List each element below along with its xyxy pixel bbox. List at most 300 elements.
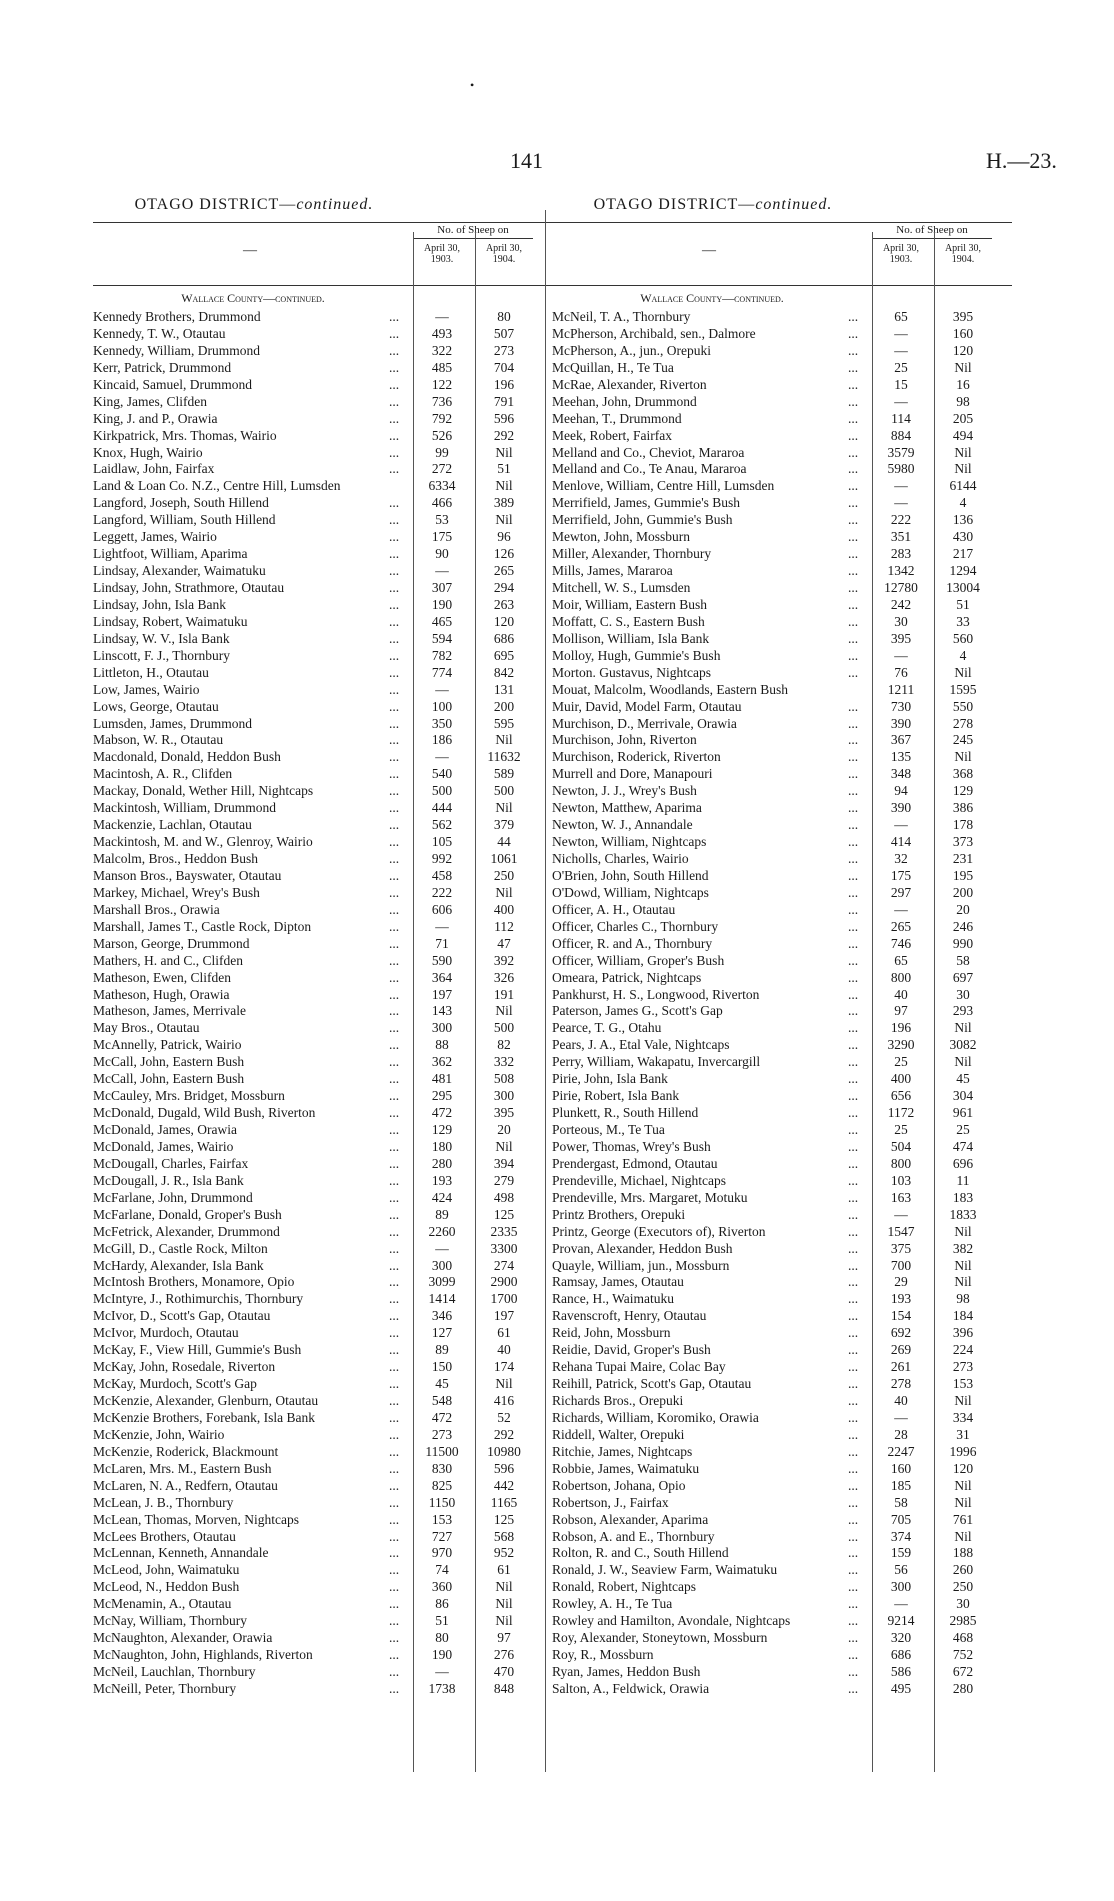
row-leader-dots: ... <box>389 1274 400 1290</box>
sheep-1904: Nil <box>495 884 513 900</box>
table-row <box>93 444 553 461</box>
row-name: Printz, George (Executors of), Riverton <box>552 1223 766 1239</box>
sheep-1904: Nil <box>954 664 972 680</box>
table-row <box>93 1324 553 1341</box>
sheep-1904: Nil <box>495 1376 513 1392</box>
row-leader-dots: ... <box>848 359 859 375</box>
sheep-1904: 1595 <box>949 681 977 697</box>
sheep-1904: 507 <box>493 325 515 341</box>
sheep-1903: 884 <box>890 427 912 443</box>
row-leader-dots: ... <box>389 1528 400 1544</box>
row-leader-dots: ... <box>848 342 859 358</box>
row-name: Lindsay, Robert, Waimatuku <box>93 613 248 629</box>
table-row <box>93 1290 553 1307</box>
sheep-1904: 589 <box>493 766 515 782</box>
table-row <box>552 1358 1012 1375</box>
row-name: Officer, R. and A., Thornbury <box>552 935 713 951</box>
sheep-1903: 272 <box>431 461 453 477</box>
table-row <box>93 1358 553 1375</box>
table-row <box>552 799 1012 816</box>
table-row <box>552 833 1012 850</box>
row-name: Printz Brothers, Orepuki <box>552 1206 686 1222</box>
table-row <box>552 1307 1012 1324</box>
table-row <box>552 630 1012 647</box>
name-column-dash: — <box>702 243 716 258</box>
row-name: Richards Bros., Orepuki <box>552 1393 684 1408</box>
row-name: O'Brien, John, South Hillend <box>552 867 709 883</box>
row-leader-dots: ... <box>848 410 859 426</box>
row-name: Newton, William, Nightcaps <box>552 834 707 850</box>
sheep-1903: 190 <box>431 1647 453 1663</box>
sheep-1904: 560 <box>952 630 974 646</box>
sheep-1903: 493 <box>431 325 453 341</box>
row-leader-dots: ... <box>848 952 859 968</box>
table-row <box>552 460 1012 477</box>
sheep-1904: 20 <box>956 901 970 917</box>
table-row <box>93 1257 553 1274</box>
sheep-1904: 16 <box>956 376 970 392</box>
row-name: Land & Loan Co. N.Z., Centre Hill, Lumsden <box>93 478 341 494</box>
row-name: Murchison, D., Merrivale, Orawia <box>552 715 737 731</box>
row-name: May Bros., Otautau <box>93 1020 200 1036</box>
row-leader-dots: ... <box>389 596 400 612</box>
row-name: Leggett, James, Wairio <box>93 529 217 545</box>
row-name: Littleton, H., Otautau <box>93 664 209 680</box>
row-name: McNeil, Lauchlan, Thornbury <box>93 1664 256 1679</box>
row-leader-dots: ... <box>848 478 859 494</box>
row-leader-dots: ... <box>389 393 400 409</box>
sheep-1904: 373 <box>952 834 974 850</box>
table-row <box>552 901 1012 918</box>
table-row <box>552 731 1012 748</box>
sheep-1903: 1172 <box>887 1105 915 1121</box>
table-row <box>93 969 553 986</box>
row-name: Murrell and Dore, Manapouri <box>552 766 713 782</box>
row-name: Perry, William, Wakapatu, Invercargill <box>552 1054 761 1070</box>
table-row <box>552 952 1012 969</box>
sheep-1904: 260 <box>952 1562 974 1578</box>
sheep-1904: 188 <box>952 1545 974 1561</box>
sheep-1903: — <box>894 393 908 409</box>
row-leader-dots: ... <box>389 1122 400 1137</box>
row-leader-dots: ... <box>848 376 859 392</box>
sheep-1904: 400 <box>493 901 515 917</box>
sheep-1904: Nil <box>954 1494 972 1510</box>
row-leader-dots: ... <box>389 1613 400 1629</box>
row-name: McAnnelly, Patrick, Wairio <box>93 1037 242 1053</box>
sheep-1903: 500 <box>431 783 453 799</box>
row-name: Provan, Alexander, Heddon Bush <box>552 1240 733 1256</box>
row-leader-dots: ... <box>848 630 859 646</box>
sheep-1903: 9214 <box>887 1613 915 1629</box>
sheep-1904: 442 <box>493 1477 515 1493</box>
row-name: Mackintosh, William, Drummond <box>93 800 276 816</box>
row-name: Mills, James, Mararoa <box>552 563 673 579</box>
row-name: Lindsay, W. V., Isla Bank <box>93 630 230 646</box>
sheep-1903: 3099 <box>428 1274 456 1290</box>
table-row <box>93 867 553 884</box>
sheep-1903: 153 <box>431 1511 453 1527</box>
sheep-1903: 150 <box>431 1359 453 1375</box>
row-name: McDougall, J. R., Isla Bank <box>93 1172 244 1188</box>
table-row <box>552 664 1012 681</box>
sheep-1904: 200 <box>493 698 515 714</box>
table-row <box>93 342 553 359</box>
row-name: Molloy, Hugh, Gummie's Bush <box>552 647 721 663</box>
row-name: McKenzie Brothers, Forebank, Isla Bank <box>93 1409 315 1425</box>
sheep-1904: 98 <box>956 1291 970 1307</box>
row-name: Low, James, Wairio <box>93 681 200 697</box>
sheep-1903: 186 <box>431 732 453 748</box>
sheep-1903: 222 <box>890 512 912 528</box>
stray-dot: • <box>470 78 475 92</box>
sheep-1903: 2260 <box>428 1223 456 1239</box>
row-leader-dots: ... <box>848 1409 859 1425</box>
sheep-1904: 6144 <box>949 478 977 494</box>
row-name: Meehan, John, Drummond <box>552 393 697 409</box>
row-leader-dots: ... <box>389 1071 400 1087</box>
sheep-1903: 180 <box>431 1138 453 1154</box>
sheep-1904: 197 <box>493 1308 515 1324</box>
table-row <box>93 579 553 596</box>
row-name: McNaughton, John, Highlands, Riverton <box>93 1647 313 1663</box>
row-name: Mathers, H. and C., Clifden <box>93 952 243 968</box>
row-leader-dots: ... <box>848 732 859 748</box>
row-leader-dots: ... <box>848 1680 859 1696</box>
sheep-1904: 382 <box>952 1240 974 1256</box>
table-row <box>93 596 553 613</box>
table-row <box>552 647 1012 664</box>
row-name: Menlove, William, Centre Hill, Lumsden <box>552 478 775 494</box>
table-row <box>93 1206 553 1223</box>
column-rule <box>475 232 476 1772</box>
sheep-1903: 320 <box>890 1630 912 1646</box>
sheep-1903: 1211 <box>887 681 915 697</box>
column-rule <box>413 232 414 1772</box>
sheep-1904: 183 <box>952 1189 974 1205</box>
row-name: Mouat, Malcolm, Woodlands, Eastern Bush <box>552 681 789 697</box>
table-row <box>552 1240 1012 1257</box>
sheep-1904: 96 <box>497 529 511 545</box>
sheep-1903: 444 <box>431 800 453 816</box>
row-name: Ramsay, James, Otautau <box>552 1274 684 1290</box>
sheep-1903: 727 <box>431 1528 453 1544</box>
sheep-1903: 590 <box>431 952 453 968</box>
sheep-1904: 136 <box>952 512 974 528</box>
table-row <box>552 986 1012 1003</box>
table-row <box>93 1002 553 1019</box>
row-name: Matheson, James, Merrivale <box>93 1003 246 1019</box>
row-name: McQuillan, H., Te Tua <box>552 359 674 375</box>
row-leader-dots: ... <box>848 1460 859 1476</box>
row-name: McKay, F., View Hill, Gummie's Bush <box>93 1342 302 1358</box>
row-leader-dots: ... <box>389 359 400 375</box>
sheep-1904: 278 <box>952 715 974 731</box>
sheep-1904: Nil <box>495 512 513 528</box>
sheep-1904: 126 <box>493 546 515 562</box>
sheep-1904: 334 <box>952 1409 974 1425</box>
row-name: McNaughton, Alexander, Orawia <box>93 1630 273 1646</box>
sheep-1903: 307 <box>431 580 453 595</box>
row-name: Kirkpatrick, Mrs. Thomas, Wairio <box>93 427 277 443</box>
row-leader-dots: ... <box>389 901 400 917</box>
sheep-1904: 294 <box>493 580 515 595</box>
row-leader-dots: ... <box>848 1105 859 1121</box>
sheep-1903: 51 <box>435 1613 449 1629</box>
table-row <box>93 1646 553 1663</box>
sheep-1904: 550 <box>952 698 974 714</box>
sheep-1903: 504 <box>890 1138 912 1154</box>
row-leader-dots: ... <box>389 1443 400 1459</box>
row-leader-dots: ... <box>389 1664 400 1679</box>
sheep-1903: — <box>894 647 908 663</box>
row-name: Langford, William, South Hillend <box>93 512 276 528</box>
sheep-1903: 656 <box>890 1088 912 1104</box>
sheep-1904: 704 <box>493 359 515 375</box>
row-name: McCall, John, Eastern Bush <box>93 1054 245 1070</box>
row-leader-dots: ... <box>848 596 859 612</box>
row-leader-dots: ... <box>389 952 400 968</box>
sheep-1904: 500 <box>493 783 515 799</box>
row-leader-dots: ... <box>848 1003 859 1019</box>
table-row <box>93 1087 553 1104</box>
sheep-1904: 791 <box>493 393 515 409</box>
sheep-1903: — <box>435 563 449 579</box>
row-leader-dots: ... <box>848 884 859 900</box>
row-leader-dots: ... <box>848 1342 859 1358</box>
table-row <box>552 1273 1012 1290</box>
row-name: McLeod, N., Heddon Bush <box>93 1579 240 1595</box>
row-leader-dots: ... <box>389 1596 400 1612</box>
row-leader-dots: ... <box>848 1511 859 1527</box>
table-row <box>552 1290 1012 1307</box>
row-leader-dots: ... <box>389 1308 400 1324</box>
sheep-1904: Nil <box>954 1274 972 1290</box>
sheep-1904: 178 <box>952 817 974 833</box>
row-leader-dots: ... <box>389 1376 400 1392</box>
sheep-1904: 430 <box>952 529 974 545</box>
sheep-1903: 53 <box>435 512 449 528</box>
row-leader-dots: ... <box>389 1393 400 1408</box>
row-leader-dots: ... <box>848 1528 859 1544</box>
row-leader-dots: ... <box>389 410 400 426</box>
table-row <box>552 1104 1012 1121</box>
sheep-1904: 2335 <box>490 1223 518 1239</box>
sheep-1904: 61 <box>497 1562 511 1578</box>
row-name: Lindsay, Alexander, Waimatuku <box>93 563 266 579</box>
table-row <box>93 1460 553 1477</box>
sheep-1903: 364 <box>431 969 453 985</box>
table-row <box>93 1528 553 1545</box>
row-leader-dots: ... <box>389 580 400 595</box>
table-row <box>93 1138 553 1155</box>
sheep-1904: 696 <box>952 1155 974 1171</box>
sheep-1903: 40 <box>894 986 908 1002</box>
sheep-1903: 190 <box>431 596 453 612</box>
sheep-1903: 746 <box>890 935 912 951</box>
sheep-1904: 276 <box>493 1647 515 1663</box>
sheep-1903: 97 <box>894 1003 908 1019</box>
table-row <box>93 1053 553 1070</box>
row-name: Ravenscroft, Henry, Otautau <box>552 1308 707 1324</box>
row-name: Roy, Alexander, Stoneytown, Mossburn <box>552 1630 768 1646</box>
sheep-1903: — <box>894 478 908 494</box>
row-leader-dots: ... <box>389 563 400 579</box>
table-row <box>552 1629 1012 1646</box>
row-name: Mabson, W. R., Otautau <box>93 732 224 748</box>
table-row <box>93 562 553 579</box>
sheep-1903: — <box>894 1596 908 1612</box>
table-row <box>552 1612 1012 1629</box>
sheep-1903: 774 <box>431 664 453 680</box>
table-row <box>93 782 553 799</box>
row-name: Marshall Bros., Orawia <box>93 901 220 917</box>
sheep-1904: 273 <box>952 1359 974 1375</box>
sheep-1903: 540 <box>431 766 453 782</box>
sheep-1904: 40 <box>497 1342 511 1358</box>
sheep-1903: 193 <box>890 1291 912 1307</box>
sheep-1904: 20 <box>497 1122 511 1137</box>
sheep-1903: 90 <box>435 546 449 562</box>
row-name: Salton, A., Feldwick, Orawia <box>552 1680 710 1696</box>
sheep-1903: 1547 <box>887 1223 915 1239</box>
sheep-1904: Nil <box>954 1020 972 1036</box>
sheep-1903: — <box>894 901 908 917</box>
sheep-1904: 568 <box>493 1528 515 1544</box>
sheep-1904: 80 <box>497 309 511 324</box>
sheep-1904: 112 <box>494 918 514 934</box>
row-leader-dots: ... <box>848 935 859 951</box>
table-row <box>93 731 553 748</box>
row-leader-dots: ... <box>389 1037 400 1053</box>
row-leader-dots: ... <box>848 1443 859 1459</box>
sheep-1903: 424 <box>431 1189 453 1205</box>
table-row <box>552 579 1012 596</box>
sheep-1903: — <box>894 495 908 511</box>
row-name: Merrifield, John, Gummie's Bush <box>552 512 733 528</box>
row-name: Rehana Tupai Maire, Colac Bay <box>552 1359 726 1375</box>
row-leader-dots: ... <box>389 969 400 985</box>
table-row <box>552 698 1012 715</box>
row-leader-dots: ... <box>848 1325 859 1341</box>
sheep-1904: 120 <box>493 613 515 629</box>
row-leader-dots: ... <box>848 800 859 816</box>
sheep-1903: 375 <box>890 1240 912 1256</box>
table-row <box>93 901 553 918</box>
table-row <box>93 1341 553 1358</box>
sheep-1904: Nil <box>495 1596 513 1612</box>
sheep-1904: 500 <box>493 1020 515 1036</box>
row-name: Roy, R., Mossburn <box>552 1647 654 1663</box>
row-leader-dots: ... <box>389 1105 400 1121</box>
row-leader-dots: ... <box>389 1477 400 1493</box>
row-leader-dots: ... <box>848 325 859 341</box>
sheep-1903: 548 <box>431 1393 453 1408</box>
table-row <box>93 410 553 427</box>
sheep-1903: 273 <box>431 1426 453 1442</box>
table-row <box>552 393 1012 410</box>
sheep-1903: 2247 <box>887 1443 915 1459</box>
sheep-1903: 88 <box>435 1037 449 1053</box>
sheep-1904: 4 <box>959 647 967 663</box>
sheep-1903: 970 <box>431 1545 453 1561</box>
table-header <box>552 222 1012 286</box>
table-row <box>552 1087 1012 1104</box>
sheep-1904: Nil <box>495 478 513 494</box>
row-leader-dots: ... <box>848 1562 859 1578</box>
table-row <box>552 715 1012 732</box>
sheep-1904: 672 <box>952 1664 974 1679</box>
row-name: McKenzie, Alexander, Glenburn, Otautau <box>93 1393 319 1408</box>
table-row <box>93 1273 553 1290</box>
row-leader-dots: ... <box>389 1579 400 1595</box>
sheep-on-heading: No. of Sheep on <box>413 224 533 239</box>
table-row <box>552 308 1012 325</box>
sheep-1903: 193 <box>431 1172 453 1188</box>
sheep-1903: 606 <box>431 901 453 917</box>
sheep-1904: 392 <box>493 952 515 968</box>
sheep-1904: Nil <box>954 749 972 765</box>
table-row <box>552 342 1012 359</box>
table-row <box>93 1036 553 1053</box>
row-leader-dots: ... <box>848 766 859 782</box>
row-leader-dots: ... <box>848 1426 859 1442</box>
sheep-1903: 175 <box>431 529 453 545</box>
table-row <box>552 1172 1012 1189</box>
row-leader-dots: ... <box>389 1359 400 1375</box>
sheep-1903: 830 <box>431 1460 453 1476</box>
row-name: Nicholls, Charles, Wairio <box>552 851 689 866</box>
sheep-1904: 697 <box>952 969 974 985</box>
table-row <box>552 1663 1012 1680</box>
sheep-1903: 29 <box>894 1274 908 1290</box>
row-name: Malcolm, Bros., Heddon Bush <box>93 851 258 866</box>
sheep-1904: Nil <box>954 359 972 375</box>
sheep-1903: 472 <box>431 1409 453 1425</box>
column-rule <box>872 232 873 1772</box>
row-name: Prendeville, Mrs. Margaret, Motuku <box>552 1189 748 1205</box>
row-leader-dots: ... <box>389 1206 400 1222</box>
sheep-1904: 474 <box>952 1138 974 1154</box>
sheep-1904: 468 <box>952 1630 974 1646</box>
table-row <box>93 1155 553 1172</box>
row-name: Porteous, M., Te Tua <box>552 1122 665 1137</box>
table-row <box>93 1189 553 1206</box>
report-reference: H.—23. <box>986 148 1057 173</box>
row-name: King, J. and P., Orawia <box>93 410 218 426</box>
row-name: Reidie, David, Groper's Bush <box>552 1342 711 1358</box>
row-name: Merrifield, James, Gummie's Bush <box>552 495 741 511</box>
sheep-1904: 1294 <box>949 563 977 579</box>
row-leader-dots: ... <box>848 1088 859 1104</box>
row-leader-dots: ... <box>848 1223 859 1239</box>
sheep-1904: 11 <box>956 1172 970 1188</box>
sheep-1903: 1414 <box>428 1291 456 1307</box>
row-leader-dots: ... <box>389 986 400 1002</box>
table-row <box>93 698 553 715</box>
row-leader-dots: ... <box>848 461 859 477</box>
row-leader-dots: ... <box>848 1376 859 1392</box>
row-leader-dots: ... <box>848 613 859 629</box>
row-leader-dots: ... <box>389 529 400 545</box>
table-row <box>93 1578 553 1595</box>
sheep-1903: 222 <box>431 884 453 900</box>
table-row <box>93 664 553 681</box>
sheep-1903: 526 <box>431 427 453 443</box>
table-header <box>93 222 553 286</box>
row-name: Reid, John, Mossburn <box>552 1325 671 1341</box>
sheep-1903: 32 <box>894 851 908 866</box>
